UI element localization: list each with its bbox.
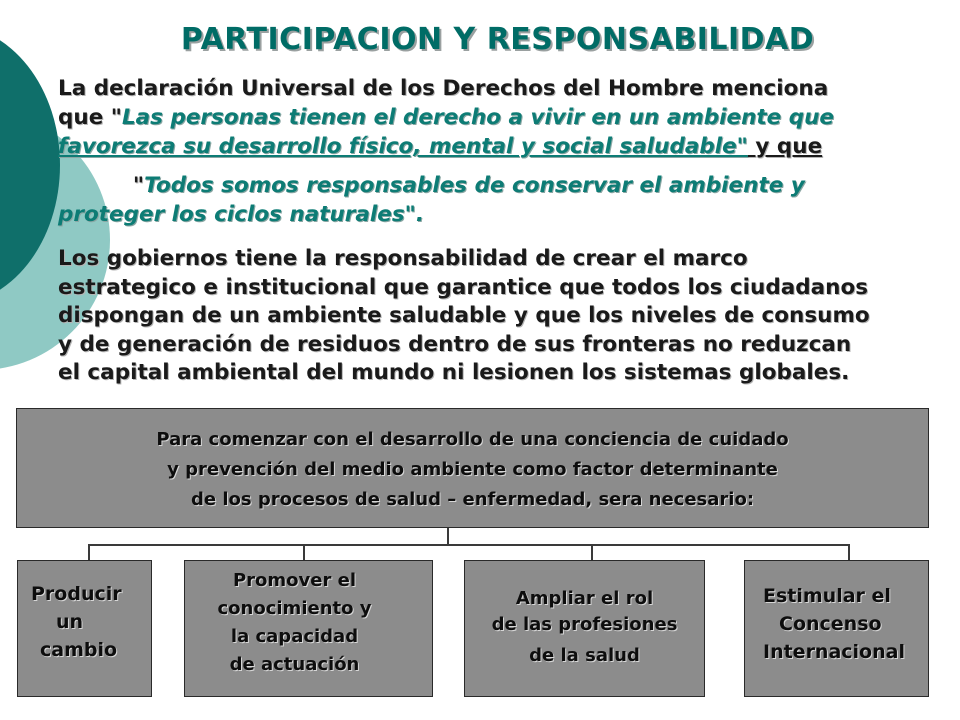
government-line: el capital ambiental del mundo ni lesionen los sistemas globales. <box>58 360 850 385</box>
sub-box-line: Producir <box>31 583 122 605</box>
sub-box-line: Internacional <box>763 641 905 663</box>
intro-paragraph <box>58 74 866 161</box>
connector-drop-2 <box>303 544 305 560</box>
sub-box-line: la capacidad <box>230 626 359 647</box>
sub-box-estimular <box>744 560 929 697</box>
sub-box-line: Estimular el <box>763 585 891 607</box>
sub-box-promover <box>184 560 433 697</box>
sub-box-producir <box>17 560 152 697</box>
government-line: Los gobiernos tiene la responsabilidad de crear el marco <box>58 246 748 271</box>
main-box-line: Para comenzar con el desarrollo de una conciencia de cuidado <box>156 429 789 450</box>
sub-box-line: Promover el <box>232 570 357 591</box>
connector-drop-4 <box>848 544 850 560</box>
responsibility-paragraph <box>58 171 805 229</box>
sub-box-line: de la salud <box>529 645 640 666</box>
main-box-line: de los procesos de salud – enfermedad, sera necesario: <box>190 489 755 510</box>
intro-text: y que <box>747 134 823 159</box>
rights-quote: favorezca su desarrollo físico, mental y social saludable" <box>58 134 748 159</box>
responsibility-quote: Todos somos responsables de conservar el ambiente y <box>144 173 805 198</box>
main-box <box>16 408 929 528</box>
connector-drop-1 <box>88 544 90 560</box>
intro-line <box>58 132 866 161</box>
government-line: y de generación de residuos dentro de sus fronteras no reduzcan <box>58 331 852 357</box>
rights-quote: Las personas tienen el derecho a vivir en un ambiente que <box>121 105 835 130</box>
connector-drop-3 <box>591 544 593 560</box>
intro-text: " <box>58 173 145 198</box>
responsibility-line <box>58 200 805 229</box>
sub-box-line: conocimiento y <box>217 598 372 619</box>
intro-line: La declaración Universal de los Derechos del Hombre menciona <box>58 76 829 101</box>
government-paragraph <box>58 245 870 388</box>
responsibility-quote: proteger los ciclos naturales". <box>58 202 425 227</box>
responsibility-line <box>58 171 805 200</box>
sub-box-line: de las profesiones <box>491 614 678 635</box>
intro-line <box>58 103 866 132</box>
slide-title: PARTICIPACION Y RESPONSABILIDAD <box>180 22 815 57</box>
connector-vertical-main <box>447 528 449 545</box>
government-line: estrategico e institucional que garantice que todos los ciudadanos <box>58 274 869 300</box>
sub-box-line: Concenso <box>779 613 882 635</box>
main-box-line: y prevención del medio ambiente como factor determinante <box>167 459 778 480</box>
intro-text: que " <box>58 105 122 130</box>
sub-box-line: Ampliar el rol <box>515 588 654 609</box>
sub-box-line: un <box>56 611 84 633</box>
sub-box-line: cambio <box>40 639 118 661</box>
sub-box-ampliar <box>464 560 705 697</box>
sub-box-line: de actuación <box>229 654 360 675</box>
connector-horizontal <box>88 544 850 546</box>
government-line: dispongan de un ambiente saludable y que los niveles de consumo <box>58 303 870 328</box>
